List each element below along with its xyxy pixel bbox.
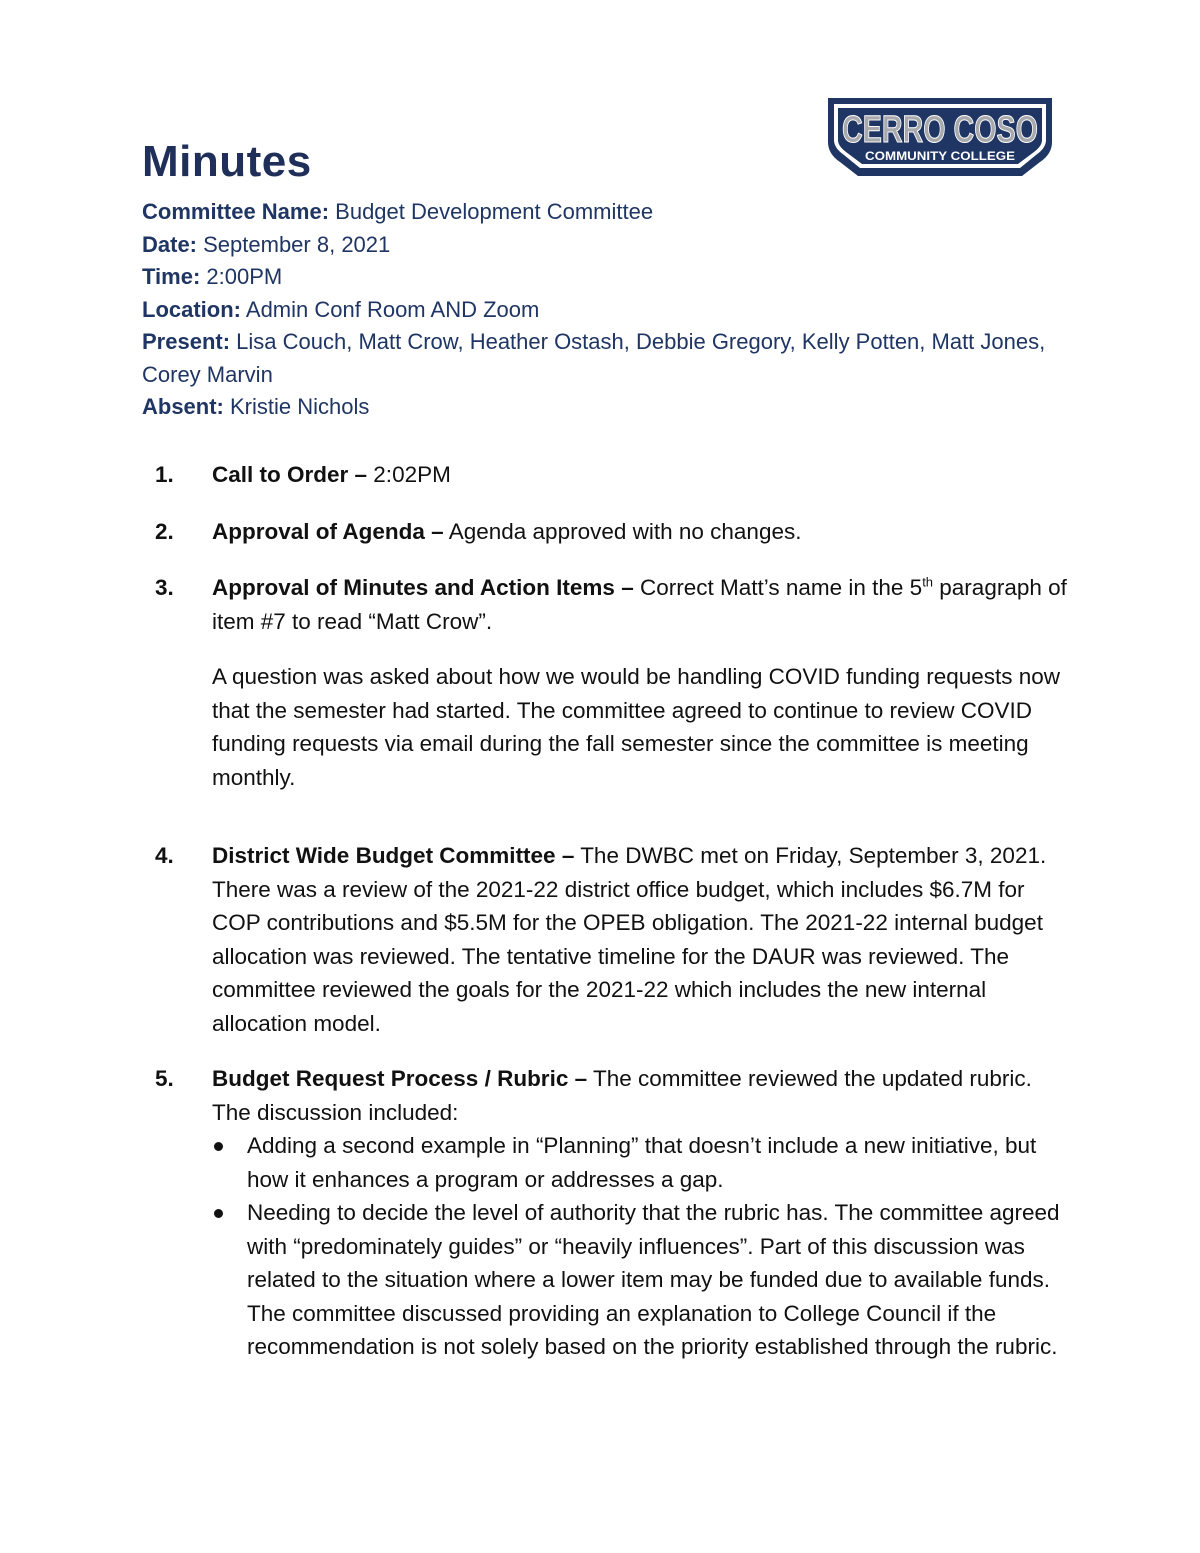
svg-text:CERRO COSO: CERRO COSO bbox=[842, 109, 1038, 151]
svg-text:COMMUNITY COLLEGE: COMMUNITY COLLEGE bbox=[865, 149, 1015, 163]
bullet-icon bbox=[214, 1142, 223, 1151]
meeting-details bbox=[142, 196, 1072, 424]
committee-name-row: Committee Name: Budget Development Committee bbox=[142, 199, 654, 224]
agenda-list bbox=[142, 458, 1072, 1364]
time-row: Time: 2:00PM bbox=[142, 264, 283, 289]
agenda-item-5: 5. Budget Request Process / Rubric – The committee reviewed the updated rubric. The discussion included: Adding a second example in “Planning” that doesn’t include a new initiative, but how it enhances a program or addresses a gap. Needing to decide the level of authority that the rubric has. The committee agreed with “predominately guides” or “heavily influences”. Part of this discussion was related to the situation where a lower item may be funded due to available funds. The committee discussed providing an explanation to College Council if the recommendation is not solely based on the priority established through the rubric. bbox=[142, 1062, 1072, 1364]
discussion-bullets bbox=[212, 1129, 1072, 1364]
page-title: Minutes bbox=[142, 137, 312, 186]
absent-row: Absent: Kristie Nichols bbox=[142, 394, 370, 419]
agenda-item-3-paragraph: A question was asked about how we would be handling COVID funding requests now that the semester had started. The committee agreed to continue to review COVID funding requests via email during the fall semester since the committee is meeting monthly. bbox=[212, 664, 1061, 790]
list-item: Adding a second example in “Planning” that doesn’t include a new initiative, but how it enhances a program or addresses a gap. bbox=[212, 1129, 1072, 1196]
list-item: Needing to decide the level of authority that the rubric has. The committee agreed with “predominately guides” or “heavily influences”. Part of this discussion was related to the situation where a lower item may be funded due to available funds. The committee discussed providing an explanation to College Council if the recommendation is not solely based on the priority established through the rubric. bbox=[212, 1196, 1072, 1364]
date-row: Date: September 8, 2021 bbox=[142, 231, 391, 257]
cerro-coso-logo bbox=[822, 92, 1058, 182]
agenda-item-3: 3. Approval of Minutes and Action Items – Correct Matt’s name in the 5th paragraph of item #7 to read “Matt Crow”. A question was asked about how we would be handling COVID funding requests now that the semester had started. The committee agreed to continue to review COVID funding requests via email during the fall semester since the committee is meeting monthly. bbox=[142, 571, 1072, 794]
agenda-item-2: 2. Approval of Agenda – Agenda approved with no changes. bbox=[155, 518, 802, 544]
bullet-icon bbox=[214, 1209, 223, 1218]
agenda-item-1: 1. Call to Order – 2:02PM bbox=[155, 462, 451, 487]
present-row: Present: Lisa Couch, Matt Crow, Heather Ostash, Debbie Gregory, Kelly Potten, Matt Jones, Corey Marvin bbox=[142, 329, 1046, 387]
agenda-item-4: 4. District Wide Budget Committee – The DWBC met on Friday, September 3, 2021. There was a review of the 2021-22 district office budget, which includes $6.7M for COP contributions and $5.5M for the OPEB obligation. The 2021-22 internal budget allocation was reviewed. The tentative timeline for the DAUR was reviewed. The committee reviewed the goals for the 2021-22 which includes the new internal allocation model. bbox=[155, 843, 1047, 1036]
location-row: Location: Admin Conf Room AND Zoom bbox=[142, 296, 540, 322]
